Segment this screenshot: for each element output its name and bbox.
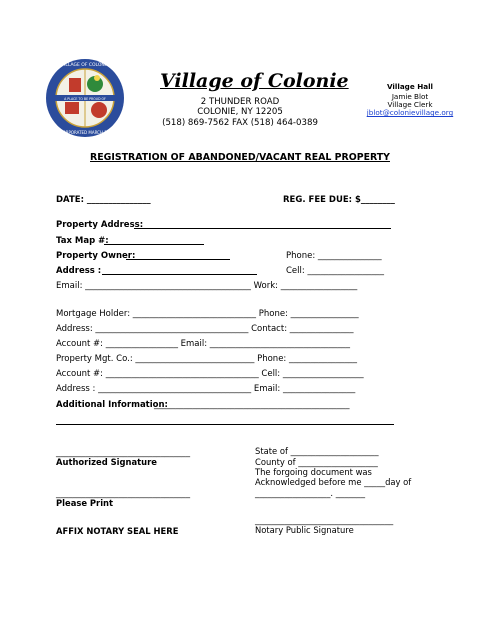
owner-email-work-row[interactable]: Email: _______________________________________ Work: __________________ xyxy=(56,281,358,291)
village-hall-label: Village Hall xyxy=(387,82,433,91)
authorized-signature-line[interactable]: ________________________________ xyxy=(56,447,190,457)
property-address-field[interactable] xyxy=(134,228,391,229)
address-line-2: COLONIE, NY 12205 xyxy=(197,107,283,117)
mgt-address-row[interactable]: Address : ____________________________________ Email: _________________ xyxy=(56,384,356,394)
additional-info-label: Additional Information: xyxy=(56,400,168,410)
tax-map-label: Tax Map #: xyxy=(56,236,109,246)
mortgage-address-row[interactable]: Address: ____________________________________ Contact: _______________ xyxy=(56,324,354,334)
additional-info-field[interactable]: ______________________________________________ xyxy=(154,400,350,410)
svg-text:A PLACE TO BE PROUD OF: A PLACE TO BE PROUD OF xyxy=(64,97,106,101)
village-seal-logo xyxy=(45,58,125,138)
date-field[interactable]: DATE: _______________ xyxy=(56,195,151,205)
mortgage-account-row[interactable]: Account #: _________________ Email: _________________________________ xyxy=(56,339,351,349)
owner-cell-field[interactable]: Cell: __________________ xyxy=(286,266,384,276)
clerk-email-link[interactable]: jblot@colonievillage.org xyxy=(366,108,454,117)
owner-address-field[interactable] xyxy=(102,274,257,275)
property-mgt-row[interactable]: Property Mgt. Co.: ____________________________ Phone: ________________ xyxy=(56,354,357,364)
form-heading: REGISTRATION OF ABANDONED/VACANT REAL PROPERTY xyxy=(90,152,390,163)
additional-info-extra-line[interactable] xyxy=(56,424,394,425)
state-of-field[interactable]: State of _____________________ xyxy=(255,446,379,456)
forgoing-text: The forgoing document was xyxy=(255,467,372,477)
svg-text:INCORPORATED MARCH 1921: INCORPORATED MARCH 1921 xyxy=(55,130,115,135)
affix-notary-seal: AFFIX NOTARY SEAL HERE xyxy=(56,526,179,536)
owner-address-label: Address : xyxy=(56,266,102,276)
property-address-label: Property Address: xyxy=(56,220,144,230)
address-line-1: 2 THUNDER ROAD xyxy=(200,97,280,107)
please-print-label: Please Print xyxy=(56,498,114,508)
owner-phone-field[interactable]: Phone: _______________ xyxy=(286,251,382,261)
acknowledged-field[interactable]: Acknowledged before me _____day of xyxy=(255,477,412,487)
mgt-account-row[interactable]: Account #: ____________________________________ Cell: ___________________ xyxy=(56,369,364,379)
acknowledged-date-field[interactable]: __________________. _______ xyxy=(255,488,366,498)
county-of-field[interactable]: County of ___________________ xyxy=(255,457,378,467)
notary-signature-line[interactable]: _________________________________ xyxy=(255,515,394,525)
clerk-name: Jamie Blot xyxy=(391,92,429,101)
mortgage-holder-row[interactable]: Mortgage Holder: _____________________________ Phone: ________________ xyxy=(56,309,359,319)
reg-fee-field[interactable]: REG. FEE DUE: $________ xyxy=(283,195,395,205)
print-name-line[interactable]: ________________________________ xyxy=(56,488,190,498)
property-owner-label: Property Owner: xyxy=(56,251,136,261)
svg-text:VILLAGE OF COLONIE: VILLAGE OF COLONIE xyxy=(61,63,109,68)
phone-fax: (518) 869-7562 FAX (518) 464-0389 xyxy=(162,118,318,128)
clerk-title: Village Clerk xyxy=(387,100,433,109)
tax-map-field[interactable] xyxy=(104,244,204,245)
village-title: Village of Colonie xyxy=(160,70,349,92)
notary-signature-label: Notary Public Signature xyxy=(255,525,354,535)
property-owner-field[interactable] xyxy=(126,259,230,260)
authorized-signature-label: Authorized Signature xyxy=(56,457,157,467)
